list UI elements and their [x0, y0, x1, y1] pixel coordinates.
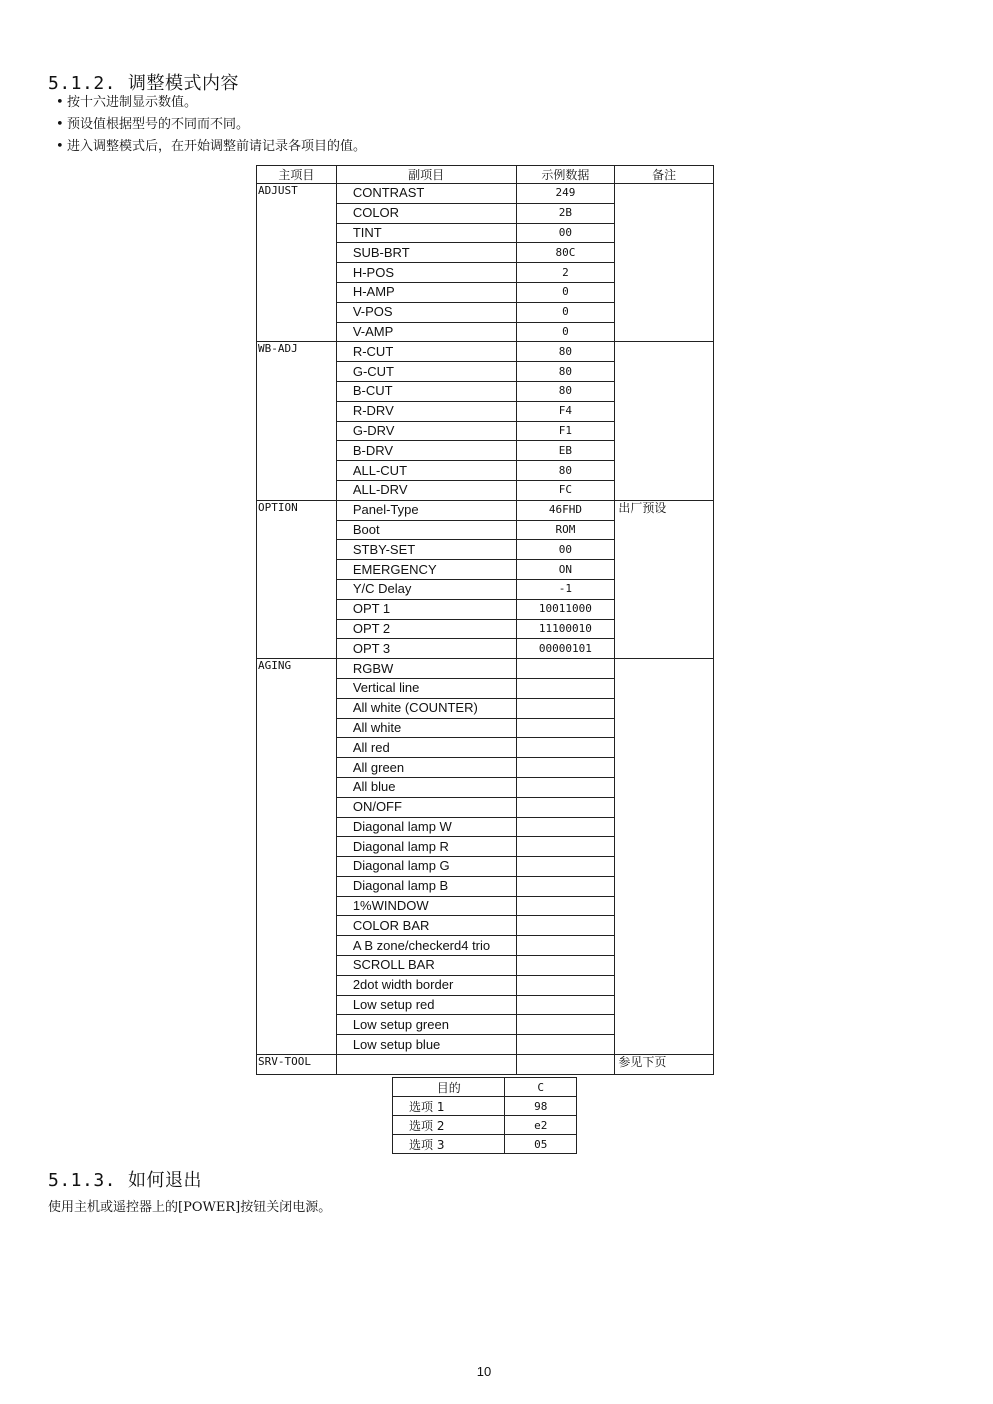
- sub-item-cell: OPT 3: [336, 639, 516, 659]
- bullet-item: [56, 94, 366, 116]
- remarks-cell: 参见下页: [615, 1055, 714, 1075]
- bullet-list: [56, 94, 366, 160]
- table-header-row: [257, 166, 714, 184]
- sub-item-cell: [336, 1055, 516, 1075]
- header-remarks: 备注: [615, 166, 714, 184]
- remarks-cell: [615, 342, 714, 500]
- srv-row: [393, 1135, 577, 1154]
- srv-option-label: 选项 3: [393, 1135, 505, 1154]
- example-data-cell: 0: [516, 282, 615, 302]
- srv-option-value: 98: [505, 1097, 577, 1116]
- sub-item-cell: V-POS: [336, 302, 516, 322]
- remarks-cell: [615, 659, 714, 1055]
- section-heading-5-1-3: [48, 1166, 202, 1192]
- example-data-cell: F1: [516, 421, 615, 441]
- example-data-cell: [516, 975, 615, 995]
- table-row: [257, 342, 714, 362]
- example-data-cell: [516, 1015, 615, 1035]
- srv-option-value: 05: [505, 1135, 577, 1154]
- sub-item-cell: Diagonal lamp W: [336, 817, 516, 837]
- sub-item-cell: R-CUT: [336, 342, 516, 362]
- sub-item-cell: G-CUT: [336, 362, 516, 382]
- bullet-symbol: •: [56, 95, 64, 110]
- example-data-cell: 2: [516, 263, 615, 283]
- sub-item-cell: COLOR BAR: [336, 916, 516, 936]
- sub-item-cell: Low setup blue: [336, 1035, 516, 1055]
- sub-item-cell: H-POS: [336, 263, 516, 283]
- section-number: 5.1.3.: [48, 1170, 117, 1191]
- sub-item-cell: SUB-BRT: [336, 243, 516, 263]
- sub-item-cell: SCROLL BAR: [336, 956, 516, 976]
- example-data-cell: [516, 916, 615, 936]
- sub-item-cell: STBY-SET: [336, 540, 516, 560]
- sub-item-cell: Diagonal lamp G: [336, 857, 516, 877]
- section-heading-5-1-2: [48, 69, 239, 95]
- srv-tool-table: [392, 1077, 577, 1154]
- example-data-cell: 249: [516, 184, 615, 204]
- example-data-cell: [516, 896, 615, 916]
- example-data-cell: 00: [516, 540, 615, 560]
- example-data-cell: [516, 956, 615, 976]
- sub-item-cell: All red: [336, 738, 516, 758]
- example-data-cell: [516, 995, 615, 1015]
- exit-instruction: 使用主机或遥控器上的[POWER]按钮关闭电源。: [48, 1200, 332, 1215]
- sub-item-cell: B-DRV: [336, 441, 516, 461]
- main-item-cell: AGING: [257, 659, 337, 1055]
- sub-item-cell: A B zone/checkerd4 trio: [336, 936, 516, 956]
- srv-header-row: [393, 1078, 577, 1097]
- bullet-text: 预设值根据型号的不同而不同。: [67, 117, 250, 132]
- example-data-cell: 46FHD: [516, 500, 615, 520]
- section-title: 如何退出: [128, 1170, 202, 1191]
- header-example-data: 示例数据: [516, 166, 615, 184]
- srv-option-label: 选项 2: [393, 1116, 505, 1135]
- remarks-cell: 出厂预设: [615, 500, 714, 658]
- srv-header-value: C: [505, 1078, 577, 1097]
- bullet-item: [56, 138, 366, 160]
- example-data-cell: EB: [516, 441, 615, 461]
- sub-item-cell: RGBW: [336, 659, 516, 679]
- section-title: 调整模式内容: [128, 73, 239, 94]
- main-item-cell: OPTION: [257, 500, 337, 658]
- adjustment-table: [256, 165, 714, 1075]
- sub-item-cell: V-AMP: [336, 322, 516, 342]
- sub-item-cell: G-DRV: [336, 421, 516, 441]
- example-data-cell: F4: [516, 401, 615, 421]
- table-row: [257, 659, 714, 679]
- example-data-cell: [516, 777, 615, 797]
- example-data-cell: FC: [516, 480, 615, 500]
- sub-item-cell: All white (COUNTER): [336, 698, 516, 718]
- example-data-cell: 2B: [516, 203, 615, 223]
- example-data-cell: [516, 817, 615, 837]
- example-data-cell: 00: [516, 223, 615, 243]
- page-number: 10: [476, 1364, 492, 1379]
- srv-option-label: 选项 1: [393, 1097, 505, 1116]
- example-data-cell: 80: [516, 362, 615, 382]
- sub-item-cell: OPT 2: [336, 619, 516, 639]
- header-sub-item: 副项目: [336, 166, 516, 184]
- example-data-cell: 11100010: [516, 619, 615, 639]
- example-data-cell: 80: [516, 342, 615, 362]
- sub-item-cell: All green: [336, 758, 516, 778]
- example-data-cell: 00000101: [516, 639, 615, 659]
- bullet-symbol: •: [56, 117, 64, 132]
- sub-item-cell: Y/C Delay: [336, 579, 516, 599]
- example-data-cell: -1: [516, 579, 615, 599]
- example-data-cell: [516, 698, 615, 718]
- bullet-text: 按十六进制显示数值。: [67, 95, 198, 110]
- example-data-cell: [516, 876, 615, 896]
- example-data-cell: [516, 718, 615, 738]
- table-body: [257, 184, 714, 1075]
- sub-item-cell: TINT: [336, 223, 516, 243]
- bullet-text: 进入调整模式后，在开始调整前请记录各项目的值。: [67, 139, 367, 154]
- srv-header-purpose: 目的: [393, 1078, 505, 1097]
- sub-item-cell: Vertical line: [336, 678, 516, 698]
- srv-option-value: e2: [505, 1116, 577, 1135]
- example-data-cell: [516, 758, 615, 778]
- example-data-cell: [516, 936, 615, 956]
- example-data-cell: [516, 678, 615, 698]
- example-data-cell: [516, 738, 615, 758]
- sub-item-cell: OPT 1: [336, 599, 516, 619]
- sub-item-cell: CONTRAST: [336, 184, 516, 204]
- main-item-cell: SRV-TOOL: [257, 1055, 337, 1075]
- example-data-cell: [516, 797, 615, 817]
- table-row: [257, 184, 714, 204]
- example-data-cell: 80: [516, 461, 615, 481]
- example-data-cell: 80C: [516, 243, 615, 263]
- sub-item-cell: COLOR: [336, 203, 516, 223]
- table-row: [257, 500, 714, 520]
- example-data-cell: [516, 659, 615, 679]
- example-data-cell: [516, 1055, 615, 1075]
- sub-item-cell: Panel-Type: [336, 500, 516, 520]
- example-data-cell: [516, 857, 615, 877]
- sub-item-cell: ALL-CUT: [336, 461, 516, 481]
- sub-item-cell: All blue: [336, 777, 516, 797]
- main-item-cell: ADJUST: [257, 184, 337, 342]
- bullet-symbol: •: [56, 139, 64, 154]
- example-data-cell: 0: [516, 302, 615, 322]
- sub-item-cell: B-CUT: [336, 381, 516, 401]
- sub-item-cell: R-DRV: [336, 401, 516, 421]
- example-data-cell: 80: [516, 381, 615, 401]
- header-main-item: 主项目: [257, 166, 337, 184]
- srv-row: [393, 1116, 577, 1135]
- example-data-cell: 10011000: [516, 599, 615, 619]
- sub-item-cell: ALL-DRV: [336, 480, 516, 500]
- example-data-cell: ON: [516, 560, 615, 580]
- sub-item-cell: H-AMP: [336, 282, 516, 302]
- sub-item-cell: Low setup green: [336, 1015, 516, 1035]
- srv-row: [393, 1097, 577, 1116]
- example-data-cell: [516, 837, 615, 857]
- sub-item-cell: 2dot width border: [336, 975, 516, 995]
- main-item-cell: WB-ADJ: [257, 342, 337, 500]
- example-data-cell: ROM: [516, 520, 615, 540]
- remarks-cell: [615, 184, 714, 342]
- sub-item-cell: Diagonal lamp B: [336, 876, 516, 896]
- sub-item-cell: All white: [336, 718, 516, 738]
- example-data-cell: 0: [516, 322, 615, 342]
- sub-item-cell: EMERGENCY: [336, 560, 516, 580]
- section-number: 5.1.2.: [48, 73, 117, 94]
- sub-item-cell: 1%WINDOW: [336, 896, 516, 916]
- sub-item-cell: Boot: [336, 520, 516, 540]
- sub-item-cell: Diagonal lamp R: [336, 837, 516, 857]
- example-data-cell: [516, 1035, 615, 1055]
- table-row: [257, 1055, 714, 1075]
- sub-item-cell: ON/OFF: [336, 797, 516, 817]
- sub-item-cell: Low setup red: [336, 995, 516, 1015]
- bullet-item: [56, 116, 366, 138]
